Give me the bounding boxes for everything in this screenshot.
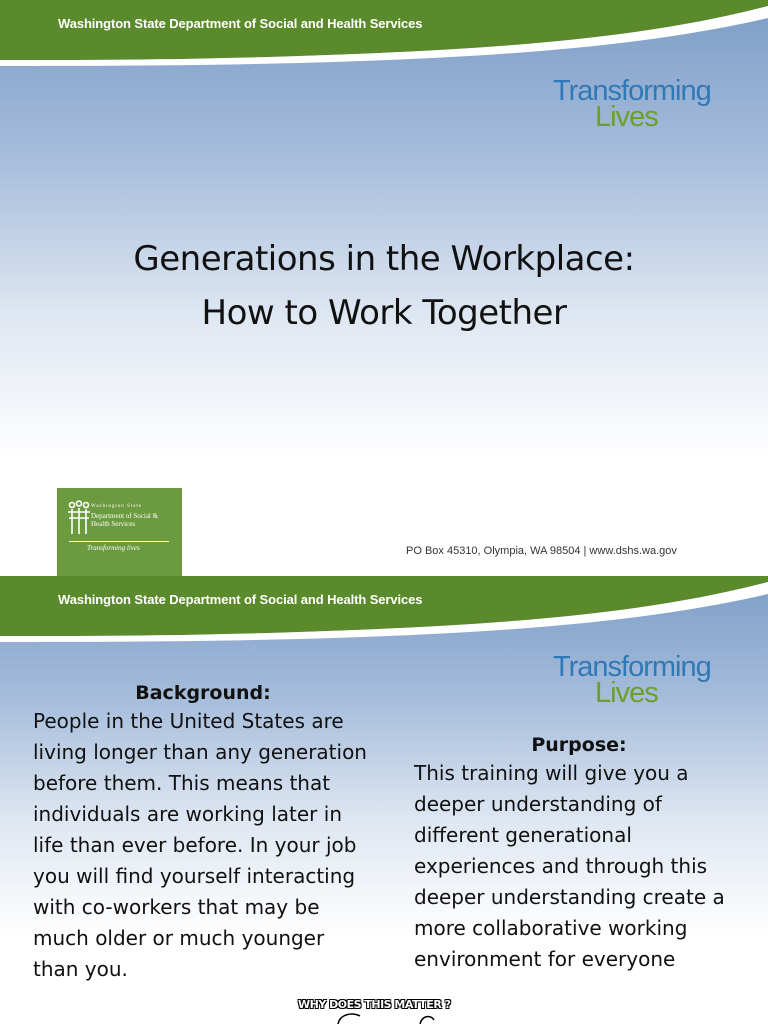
transforming-lives-logo bbox=[553, 651, 711, 710]
purpose-line: experiences and through this bbox=[414, 854, 708, 878]
background-line: before them. This means that bbox=[33, 771, 331, 795]
background-line: than you. bbox=[33, 957, 128, 981]
purpose-line: different generational bbox=[414, 823, 632, 847]
purpose-heading: Purpose: bbox=[531, 734, 627, 756]
header-banner bbox=[0, 576, 768, 646]
purpose-line: environment for everyone bbox=[414, 947, 676, 971]
purpose-line: deeper understanding of bbox=[414, 792, 662, 816]
background-line: living longer than any generation bbox=[33, 740, 367, 764]
background-line: People in the United States are bbox=[33, 709, 344, 733]
dshs-dept-text: Department of Social & Health Services bbox=[91, 512, 159, 528]
title-line-2: How to Work Together bbox=[201, 293, 567, 333]
background-line: life than ever before. In your job bbox=[33, 833, 357, 857]
purpose-line: This training will give you a bbox=[414, 761, 689, 785]
background-line: individuals are working later in bbox=[33, 802, 342, 826]
background-heading: Background: bbox=[135, 682, 271, 704]
dshs-logo bbox=[57, 488, 182, 576]
title-line-1: Generations in the Workplace: bbox=[133, 239, 635, 279]
background-purpose-slide bbox=[0, 576, 768, 1024]
logo-line-2: Lives bbox=[595, 677, 658, 710]
background-line: you will find yourself interacting bbox=[33, 864, 356, 888]
dshs-tagline: Transforming lives bbox=[87, 544, 140, 552]
transforming-lives-logo bbox=[553, 75, 711, 134]
cartoon-face-icon bbox=[330, 1010, 440, 1024]
banner-title: Washington State Department of Social and Health Services bbox=[58, 16, 423, 31]
logo-line-1: Transforming bbox=[553, 75, 711, 107]
logo-line-1: Transforming bbox=[553, 651, 711, 683]
dshs-divider bbox=[69, 541, 169, 542]
address-line: PO Box 45310, Olympia, WA 98504 | www.dshs.wa.gov bbox=[406, 545, 677, 557]
banner-title: Washington State Department of Social and Health Services bbox=[58, 592, 423, 607]
purpose-line: more collaborative working bbox=[414, 916, 688, 940]
background-line: much older or much younger bbox=[33, 926, 325, 950]
background-line: with co-workers that may be bbox=[33, 895, 320, 919]
people-icon bbox=[67, 500, 91, 536]
header-banner bbox=[0, 0, 768, 70]
purpose-line: deeper understanding create a bbox=[414, 885, 725, 909]
logo-line-2: Lives bbox=[595, 101, 658, 134]
purpose-section bbox=[414, 732, 744, 975]
background-body bbox=[33, 706, 373, 985]
purpose-body bbox=[414, 758, 744, 975]
background-section bbox=[33, 680, 373, 985]
dshs-state-text: Washington State bbox=[91, 504, 143, 509]
why-does-this-matter-callout: WHY DOES THIS MATTER ? bbox=[298, 998, 451, 1011]
slide-title bbox=[0, 232, 768, 340]
